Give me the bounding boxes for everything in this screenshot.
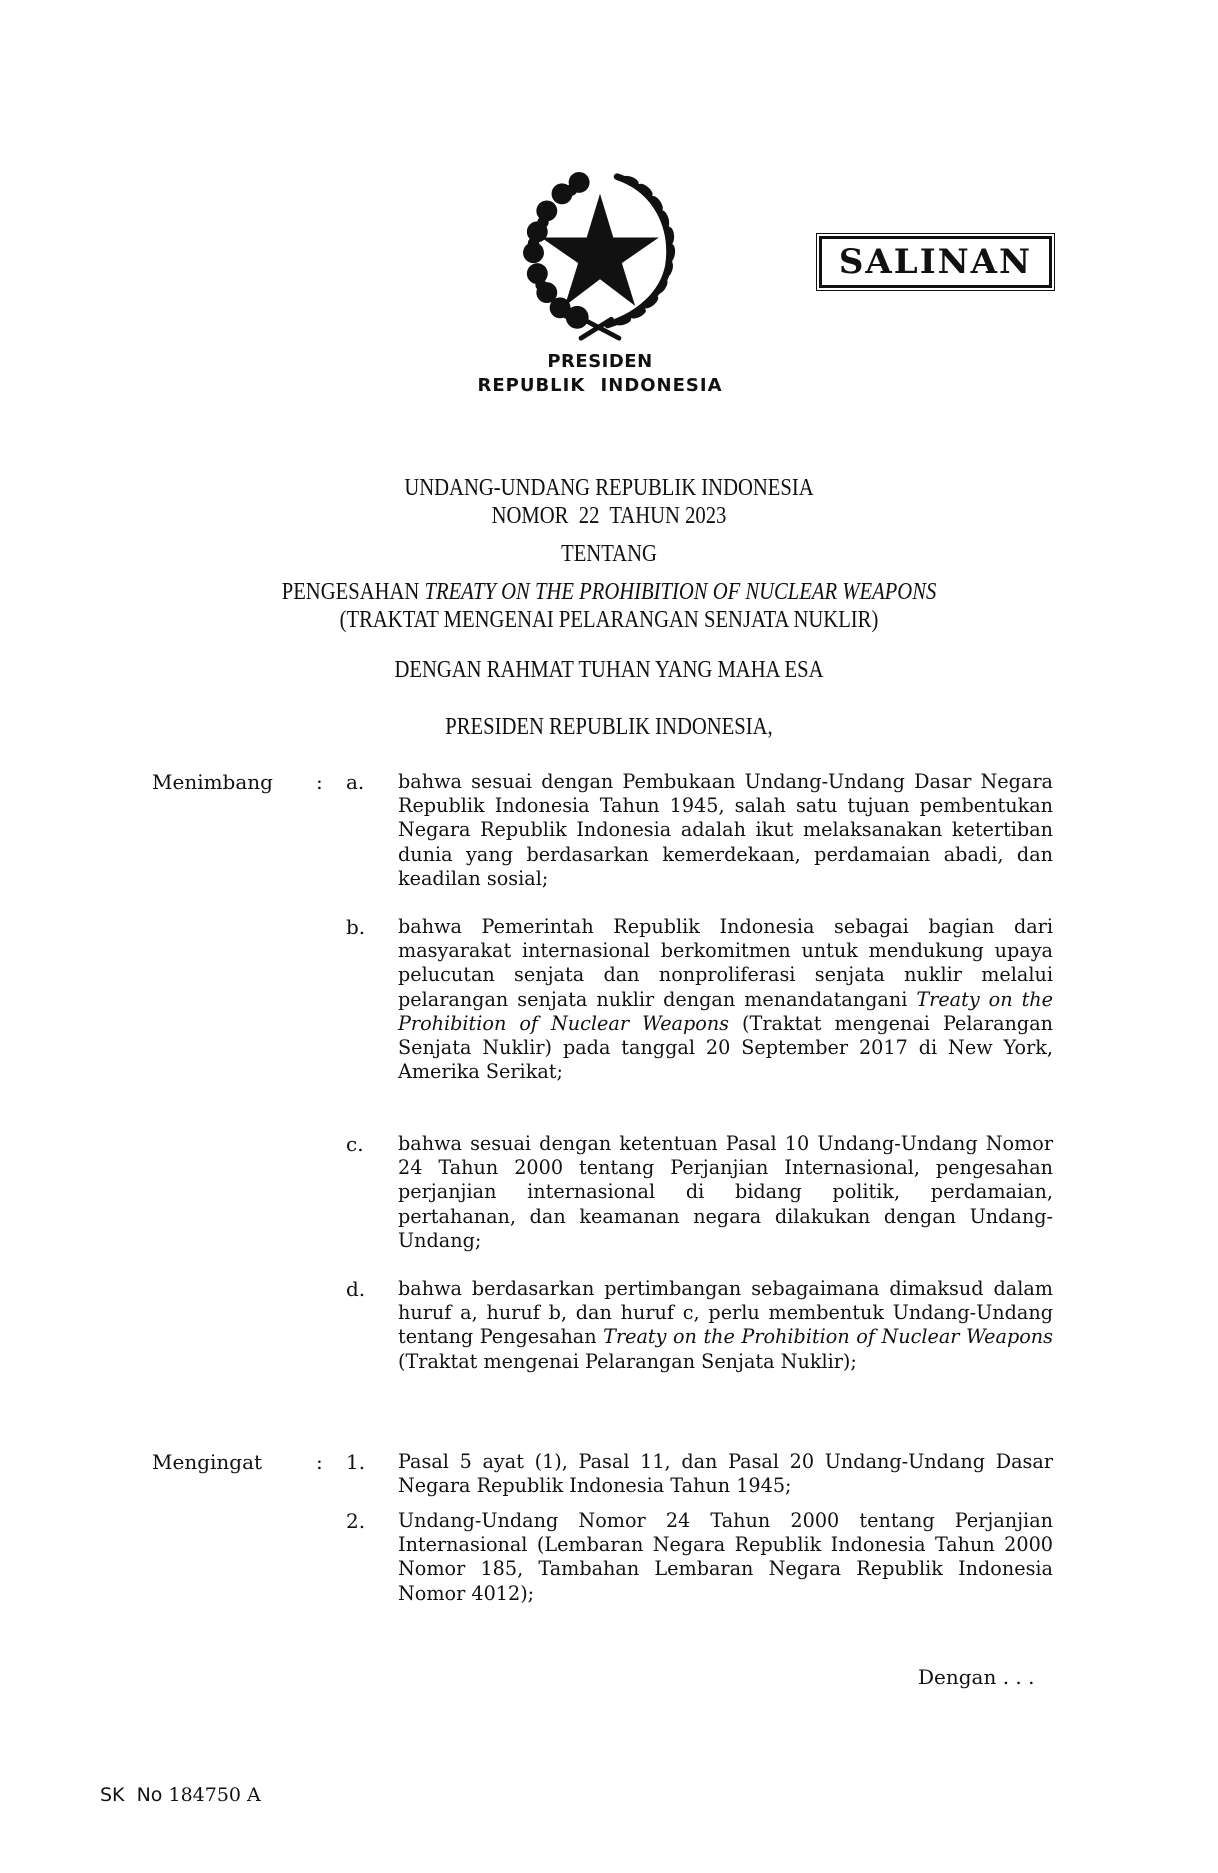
letterhead-caption-line1: PRESIDEN: [547, 351, 653, 372]
copy-stamp-label: SALINAN: [838, 242, 1033, 282]
mengingat-marker-1: 1.: [346, 1450, 366, 1474]
sk-number-prefix: SK No: [100, 1784, 169, 1806]
law-subject-italic: TREATY ON THE PROHIBITION OF NUCLEAR WEAPONS: [424, 579, 937, 605]
menimbang-marker-a: a.: [346, 770, 365, 794]
menimbang-item-d-text: bahwa berdasarkan pertimbangan sebagaimana dimaksud dalam huruf a, huruf b, dan huruf c, perlu membentuk Undang-Undang tentang Pengesahan: [398, 1277, 1053, 1349]
menimbang-item-b-treaty-name: Treaty on the Prohibition of Nuclear Weapons: [398, 987, 1053, 1035]
menimbang-item-a: bahwa sesuai dengan Pembukaan Undang-Undang Dasar Negara Republik Indonesia Tahun 1945, salah satu tujuan pembentukan Negara Republik Indonesia adalah ikut melaksanakan ketertiban dunia yang berdasarkan kemerdekaan, perdamaian abadi, dan keadilan sosial;: [398, 770, 1053, 890]
sk-number: [100, 1784, 261, 1806]
menimbang-label: Menimbang: [152, 770, 273, 794]
copy-stamp: [819, 236, 1052, 288]
page-continuation: Dengan . . .: [918, 1665, 1035, 1689]
letterhead-caption: [400, 350, 800, 398]
menimbang-item-b-text-after: (Traktat mengenai Pelarangan Senjata Nuklir) pada tanggal 20 September 2017 di New York, Amerika Serikat;: [398, 1011, 1053, 1084]
law-subject-translation: (TRAKTAT MENGENAI PELARANGAN SENJATA NUKLIR): [339, 607, 879, 633]
law-subject: [85, 578, 1132, 606]
menimbang-item-d-text-after: (Traktat mengenai Pelarangan Senjata Nuklir);: [398, 1349, 857, 1373]
law-number: NOMOR 22 TAHUN 2023: [491, 503, 727, 529]
presidential-emblem-icon: [505, 152, 695, 342]
menimbang-item-b-text: bahwa Pemerintah Republik Indonesia sebagai bagian dari masyarakat internasional berkomitmen untuk mendukung upaya pelucutan senjata dan nonproliferasi senjata nuklir melalui pelarangan senjata nuklir dengan menandatangani: [398, 915, 1053, 1011]
mengingat-colon: :: [316, 1450, 323, 1474]
menimbang-marker-d: d.: [346, 1277, 366, 1301]
menimbang-item-d-treaty-name: Treaty on the Prohibition of Nuclear Weapons: [603, 1325, 1053, 1349]
mengingat-item-2: Undang-Undang Nomor 24 Tahun 2000 tentang Perjanjian Internasional (Lembaran Negara Republik Indonesia Tahun 2000 Nomor 185, Tambahan Lembaran Negara Republik Indonesia Nomor 4012);: [398, 1509, 1053, 1605]
menimbang-item-c: bahwa sesuai dengan ketentuan Pasal 10 Undang-Undang Nomor 24 Tahun 2000 tentang Perjanjian Internasional, pengesahan perjanjian internasional di bidang politik, perdamaian, pertahanan, dan keamanan negara dilakukan dengan Undang-Undang;: [398, 1132, 1053, 1252]
menimbang-item-d: [398, 1277, 1053, 1374]
law-title: UNDANG-UNDANG REPUBLIK INDONESIA: [404, 475, 814, 501]
menimbang-marker-c: c.: [346, 1132, 364, 1156]
sk-number-value: 184750 A: [168, 1784, 261, 1806]
letterhead-caption-line2: REPUBLIK INDONESIA: [477, 375, 723, 396]
mengingat-label: Mengingat: [152, 1450, 263, 1474]
issuer: PRESIDEN REPUBLIK INDONESIA,: [445, 714, 773, 740]
mengingat-item-1: Pasal 5 ayat (1), Pasal 11, dan Pasal 20 Undang-Undang Dasar Negara Republik Indonesia Tahun 1945;: [398, 1450, 1053, 1498]
menimbang-marker-b: b.: [346, 915, 366, 939]
menimbang-item-b: [398, 915, 1053, 1084]
law-subject-prefix: PENGESAHAN: [281, 579, 425, 605]
mengingat-marker-2: 2.: [346, 1509, 366, 1533]
menimbang-colon: :: [316, 770, 323, 794]
law-about-heading: TENTANG: [561, 541, 657, 567]
invocation: DENGAN RAHMAT TUHAN YANG MAHA ESA: [394, 657, 824, 683]
